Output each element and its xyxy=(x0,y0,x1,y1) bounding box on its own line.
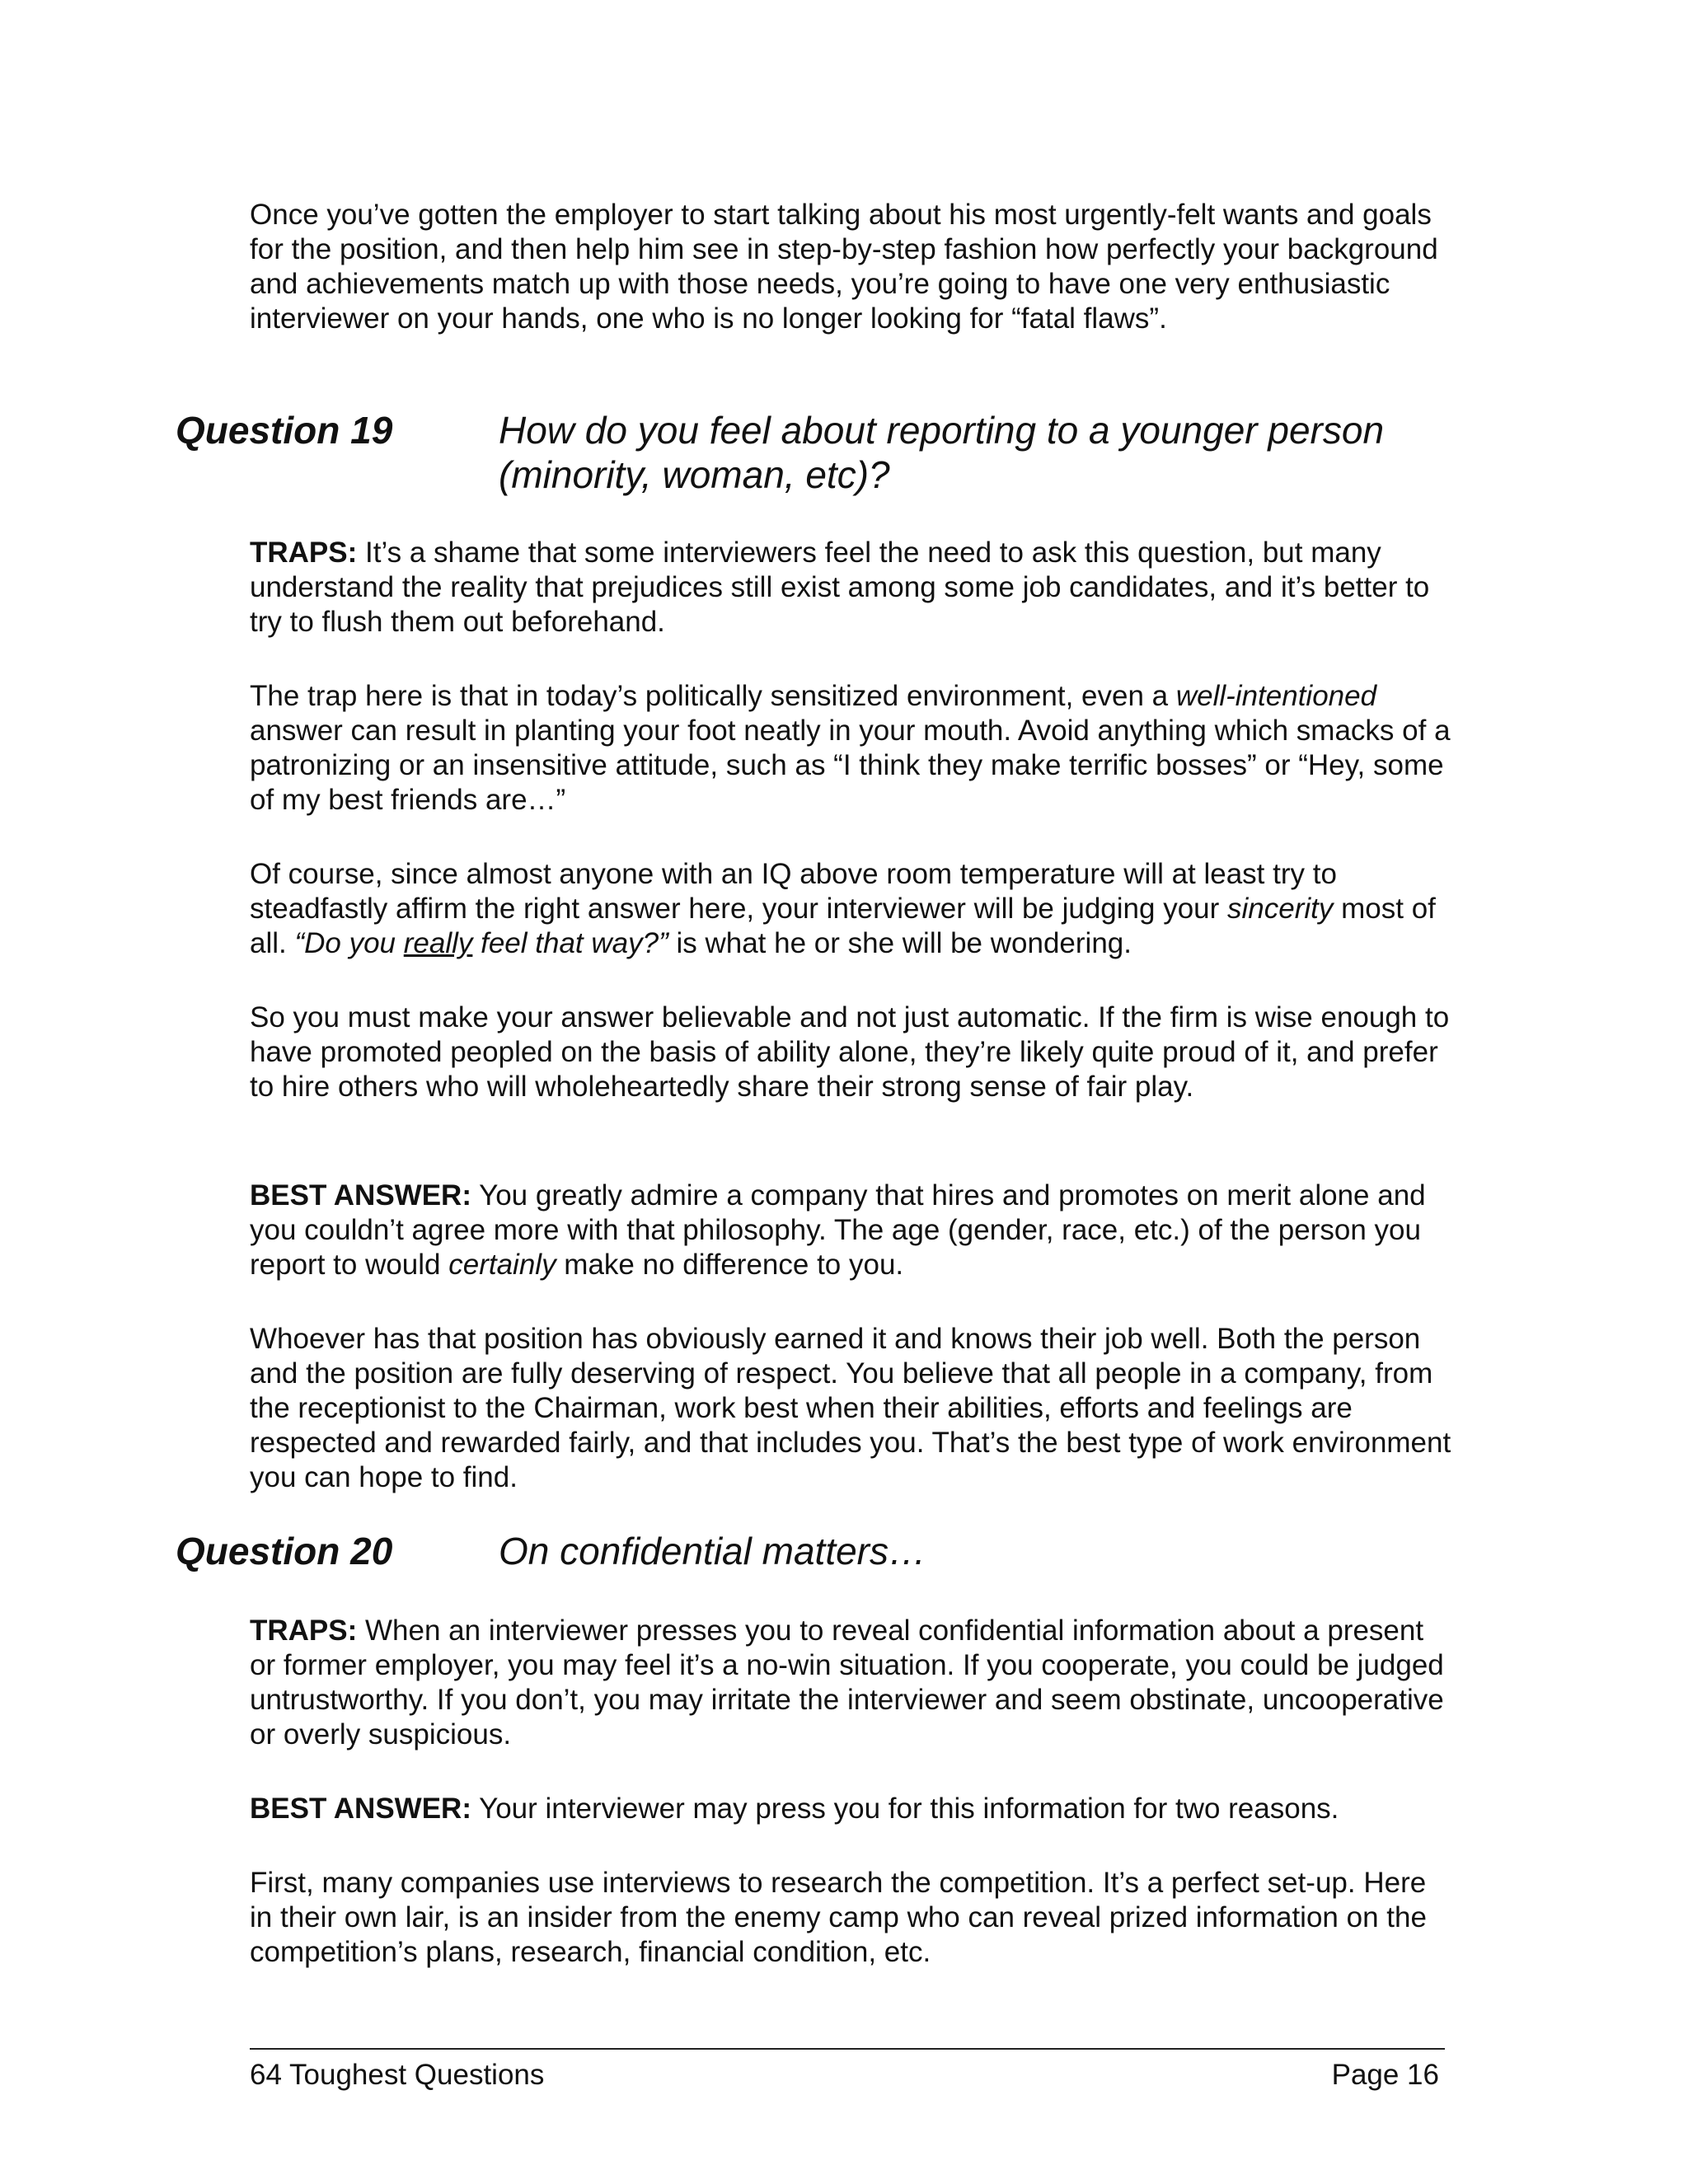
q19-p3-quote xyxy=(294,927,668,959)
q19-sincerity-paragraph xyxy=(250,857,1453,961)
q19-whoever-paragraph xyxy=(250,1322,1453,1495)
q19-p6-text: Whoever has that position has obviously earned it and knows their job well. Both the person and the position are fully deserving of respect. You believe that all people in a company, from the receptionist to the Chairman, work best when their abilities, efforts and feelings are respected and rewarded fairly, and that includes you. That’s the best type of work environment you can hope to find. xyxy=(250,1323,1451,1493)
q19-p3-text-a: Of course, since almost anyone with an IQ above room temperature will at least try to steadfastly affirm the right answer here, your interviewer will be judging your xyxy=(250,858,1337,925)
q20-p3-text: First, many companies use interviews to research the competition. It’s a perfect set-up. Here in their own lair, is an insider from the enemy camp who can reveal prized information on the competition’s plans, research, financial condition, etc. xyxy=(250,1867,1427,1968)
q19-p3-quote-b: feel that way?” xyxy=(472,927,668,959)
page-number: Page 16 xyxy=(1331,2059,1439,2091)
intro-paragraph xyxy=(250,198,1453,336)
question-20-text: On confidential matters… xyxy=(499,1530,927,1572)
q20-traps-label: TRAPS: xyxy=(250,1615,358,1647)
q20-best-answer-paragraph xyxy=(250,1792,1453,1826)
q19-p2-text-b: answer can result in planting your foot neatly in your mouth. Avoid anything which smacks of a patronizing or an insensitive attitude, such as “I think they make terrific bosses” or “Hey, some of my best friends are…” xyxy=(250,715,1451,816)
question-20-label: Question 20 xyxy=(176,1530,393,1572)
q19-trap-paragraph xyxy=(250,679,1453,818)
q19-p3-quote-a: “Do you xyxy=(294,927,404,959)
q19-p4-text: So you must make your answer believable and not just automatic. If the firm is wise enough to have promoted peopled on the basis of ability alone, they’re likely quite proud of it, and prefer to hire others who will wholeheartedly share their strong sense of fair play. xyxy=(250,1001,1450,1103)
q20-best-text: Your interviewer may press you for this information for two reasons. xyxy=(479,1793,1339,1825)
q19-traps-label: TRAPS: xyxy=(250,537,358,569)
q19-p3-text-b: most of all. xyxy=(250,893,1436,959)
q19-p2-emphasis: well-intentioned xyxy=(1175,680,1377,712)
q20-best-answer-label: BEST ANSWER: xyxy=(250,1793,471,1825)
q19-best-answer-label: BEST ANSWER: xyxy=(250,1179,471,1212)
q19-p3-underline: really xyxy=(403,927,473,959)
q20-first-paragraph xyxy=(250,1866,1453,1970)
q19-traps-paragraph xyxy=(250,536,1453,640)
q19-p3-text-c: is what he or she will be wondering. xyxy=(668,927,1132,959)
question-19-text: How do you feel about reporting to a younger person (minority, woman, etc)? xyxy=(499,409,1385,496)
q19-traps-text: It’s a shame that some interviewers feel the need to ask this question, but many understand the reality that prejudices still exist among some job candidates, and it’s better to try to flush them out beforehand. xyxy=(250,537,1430,638)
q19-p3-emphasis: sincerity xyxy=(1227,893,1334,925)
footer-divider xyxy=(250,2048,1445,2050)
q19-p2-text-a: The trap here is that in today’s politically sensitized environment, even a xyxy=(250,680,1176,712)
q19-best-text-b: make no difference to you. xyxy=(556,1249,904,1281)
q19-best-emphasis: certainly xyxy=(448,1249,556,1281)
footer-title: 64 Toughest Questions xyxy=(250,2059,545,2091)
q20-traps-text: When an interviewer presses you to reveal confidential information about a present or former employer, you may feel it’s a no-win situation. If you cooperate, you could be judged untrustworthy. If you don’t, you may irritate the interviewer and seem obstinate, uncooperative or overly suspicious. xyxy=(250,1615,1444,1750)
q19-best-text-a: You greatly admire a company that hires and promotes on merit alone and you couldn’t agree more with that philosophy. The age (gender, race, etc.) of the person you report to would xyxy=(250,1179,1426,1281)
q19-believable-paragraph xyxy=(250,1001,1453,1104)
q20-traps-paragraph xyxy=(250,1614,1453,1752)
q19-best-answer-paragraph xyxy=(250,1179,1453,1282)
intro-text: Once you’ve gotten the employer to start talking about his most urgently-felt wants and goals for the position, and then help him see in step-by-step fashion how perfectly your background and achievements match up with those needs, you’re going to have one very enthusiastic interviewer on your hands, one who is no longer looking for “fatal flaws”. xyxy=(250,199,1438,335)
question-19-label: Question 19 xyxy=(176,409,393,452)
